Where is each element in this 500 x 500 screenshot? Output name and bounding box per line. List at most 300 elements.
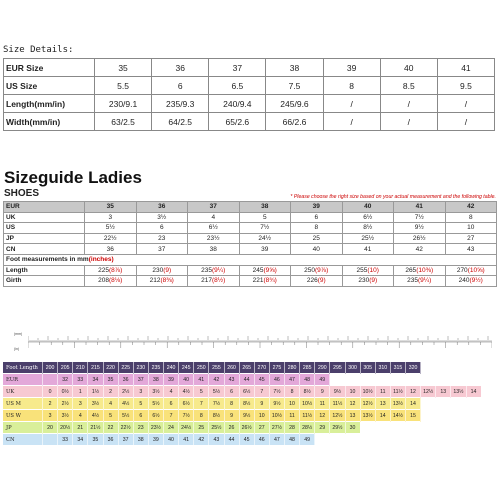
conversion-cell: 37 xyxy=(133,374,148,386)
conversion-cell: 27½ xyxy=(269,422,284,434)
ruler-mm-label: (mm) xyxy=(14,332,23,336)
row-label: US W xyxy=(3,410,43,422)
conversion-cell: 45 xyxy=(254,374,269,386)
size-cell: / xyxy=(380,95,437,113)
size-cell: 3½ xyxy=(136,212,188,223)
foot-cell xyxy=(394,276,446,287)
size-cell: 7½ xyxy=(394,212,446,223)
size-cell: 5½ xyxy=(85,223,137,234)
ruler-graphic xyxy=(28,331,492,353)
conversion-cell: 3½ xyxy=(88,398,103,410)
size-cell: 6 xyxy=(291,212,343,223)
size-note: * Please choose the right size based on your actual measurement and the following table. xyxy=(290,194,496,200)
row-label: EUR xyxy=(3,374,43,386)
conversion-cell: 210 xyxy=(73,362,88,374)
empty-cell xyxy=(421,398,436,410)
row-label: Foot Length xyxy=(3,362,43,374)
conversion-cell: 30 xyxy=(345,422,360,434)
mm-value: 240 xyxy=(458,277,470,285)
size-cell: 40 xyxy=(342,202,394,213)
conversion-cell: 3½ xyxy=(148,386,163,398)
size-cell: 40 xyxy=(380,59,437,77)
conversion-cell: 48 xyxy=(300,374,315,386)
conversion-cell: 11½ xyxy=(390,386,405,398)
conversion-cell: 6½ xyxy=(179,398,194,410)
empty-cell xyxy=(436,374,451,386)
conversion-cell: 6 xyxy=(224,386,239,398)
conversion-cell: 29½ xyxy=(330,422,345,434)
conversion-cell: 6 xyxy=(164,398,179,410)
conversion-cell: 33 xyxy=(58,434,73,446)
size-conversion-table xyxy=(3,362,497,445)
conversion-cell: 8 xyxy=(224,398,239,410)
conversion-cell: 23½ xyxy=(148,422,163,434)
empty-cell xyxy=(451,398,466,410)
size-row xyxy=(4,202,497,213)
empty-cell xyxy=(436,398,451,410)
conversion-cell: 200 xyxy=(43,362,58,374)
inch-value: (9¼) xyxy=(211,266,226,274)
conversion-cell: 10 xyxy=(285,398,300,410)
size-cell: 27 xyxy=(445,233,497,244)
conversion-cell: 0½ xyxy=(58,386,73,398)
conversion-cell: 46 xyxy=(269,374,284,386)
size-cell: 5.5 xyxy=(95,77,152,95)
conversion-cell: 235 xyxy=(148,362,163,374)
conversion-cell: 3 xyxy=(133,386,148,398)
conversion-cell: 38 xyxy=(133,434,148,446)
empty-cell xyxy=(451,374,466,386)
size-cell: 8 xyxy=(445,212,497,223)
mm-value: 235 xyxy=(201,266,212,274)
foot-cell xyxy=(85,265,137,276)
size-cell: 9.5 xyxy=(437,77,494,95)
foot-cell xyxy=(239,276,291,287)
ruler-in-label: (in) xyxy=(14,347,20,351)
size-cell: 5 xyxy=(239,212,291,223)
conversion-cell: 7 xyxy=(254,386,269,398)
empty-cell xyxy=(466,434,481,446)
spacer-cell xyxy=(43,434,58,446)
empty-cell xyxy=(421,374,436,386)
shoes-subtitle: SHOES xyxy=(4,188,40,199)
conversion-cell: 33 xyxy=(73,374,88,386)
conversion-cell: 225 xyxy=(118,362,133,374)
size-cell: 6½ xyxy=(342,212,394,223)
empty-cell xyxy=(315,434,330,446)
conversion-cell: 21 xyxy=(73,422,88,434)
empty-cell xyxy=(406,374,421,386)
inch-value: (9) xyxy=(317,277,326,285)
size-cell: 36 xyxy=(152,59,209,77)
conversion-cell: 22 xyxy=(103,422,118,434)
foot-cell xyxy=(291,265,343,276)
empty-cell xyxy=(451,434,466,446)
size-row xyxy=(4,113,495,131)
conversion-cell: 49 xyxy=(315,374,330,386)
foot-cell xyxy=(188,265,240,276)
conversion-cell: 270 xyxy=(254,362,269,374)
empty-cell xyxy=(436,362,451,374)
empty-cell xyxy=(375,374,390,386)
row-label: CN xyxy=(3,434,43,446)
row-label: EUR Size xyxy=(4,59,95,77)
row-label: EUR xyxy=(4,202,85,213)
conversion-row xyxy=(3,386,497,398)
row-label: JP xyxy=(4,233,85,244)
conversion-cell: 215 xyxy=(88,362,103,374)
conversion-cell: 5 xyxy=(103,410,118,422)
foot-row xyxy=(4,276,497,287)
ladies-size-table xyxy=(3,201,497,287)
size-row xyxy=(4,244,497,255)
empty-cell xyxy=(406,434,421,446)
mm-value: 265 xyxy=(405,266,417,274)
conversion-cell: 15 xyxy=(406,410,421,422)
size-cell: 4 xyxy=(188,212,240,223)
conversion-cell: 11 xyxy=(285,410,300,422)
size-cell: 7.5 xyxy=(266,77,323,95)
conversion-cell: 230 xyxy=(133,362,148,374)
mm-value: 235 xyxy=(407,277,418,285)
conversion-cell: 13 xyxy=(436,386,451,398)
size-row xyxy=(4,233,497,244)
row-label: Girth xyxy=(4,276,85,287)
size-cell: 230/9.1 xyxy=(95,95,152,113)
conversion-cell: 28½ xyxy=(300,422,315,434)
conversion-cell: 2 xyxy=(103,386,118,398)
conversion-cell: 295 xyxy=(330,362,345,374)
empty-cell xyxy=(466,398,481,410)
conversion-cell: 9½ xyxy=(269,398,284,410)
conversion-cell: 9 xyxy=(254,398,269,410)
conversion-cell: 9 xyxy=(224,410,239,422)
row-label: Length xyxy=(4,265,85,276)
conversion-cell: 39 xyxy=(164,374,179,386)
empty-cell xyxy=(451,422,466,434)
conversion-cell: 14 xyxy=(406,398,421,410)
conversion-cell: 35 xyxy=(88,434,103,446)
conversion-cell: 48 xyxy=(285,434,300,446)
size-row xyxy=(4,212,497,223)
size-cell: 41 xyxy=(437,59,494,77)
empty-cell xyxy=(466,374,481,386)
size-cell: 66/2.6 xyxy=(266,113,323,131)
inch-value: (9⅝) xyxy=(263,266,277,274)
size-cell: 37 xyxy=(188,202,240,213)
conversion-cell: 13½ xyxy=(390,398,405,410)
size-cell: 8.5 xyxy=(380,77,437,95)
conversion-cell: 23 xyxy=(133,422,148,434)
conversion-cell: 14 xyxy=(375,410,390,422)
conversion-cell: 46 xyxy=(254,434,269,446)
conversion-cell: 4½ xyxy=(88,410,103,422)
conversion-cell: 290 xyxy=(315,362,330,374)
conversion-cell: 25 xyxy=(194,422,209,434)
conversion-cell: 275 xyxy=(269,362,284,374)
conversion-cell: 315 xyxy=(390,362,405,374)
conversion-cell: 11½ xyxy=(300,410,315,422)
size-row xyxy=(4,59,495,77)
conversion-cell: 7½ xyxy=(179,410,194,422)
conversion-cell: 42 xyxy=(209,374,224,386)
size-cell: 8 xyxy=(323,77,380,95)
conversion-row xyxy=(3,374,497,386)
conversion-cell: 205 xyxy=(58,362,73,374)
conversion-cell: 8½ xyxy=(300,386,315,398)
inch-value: (8⅜) xyxy=(160,277,174,285)
conversion-cell: 13 xyxy=(375,398,390,410)
conversion-cell: 5½ xyxy=(118,410,133,422)
size-cell: / xyxy=(437,95,494,113)
foot-cell xyxy=(445,265,497,276)
conversion-cell: 12½ xyxy=(421,386,436,398)
size-details-title: Size Details: xyxy=(3,45,74,55)
conversion-cell: 7½ xyxy=(209,398,224,410)
empty-cell xyxy=(436,422,451,434)
conversion-cell: 12½ xyxy=(360,398,375,410)
size-cell: 38 xyxy=(239,202,291,213)
mm-value: 245 xyxy=(252,266,264,274)
empty-cell xyxy=(481,374,496,386)
empty-cell xyxy=(421,422,436,434)
size-cell: / xyxy=(323,95,380,113)
conversion-cell: 9½ xyxy=(330,386,345,398)
empty-cell xyxy=(481,422,496,434)
conversion-cell: 13 xyxy=(345,410,360,422)
conversion-cell: 245 xyxy=(179,362,194,374)
size-cell: 3 xyxy=(85,212,137,223)
conversion-cell: 44 xyxy=(224,434,239,446)
empty-cell xyxy=(406,422,421,434)
size-cell: 38 xyxy=(188,244,240,255)
conversion-cell: 8½ xyxy=(209,410,224,422)
empty-cell xyxy=(390,434,405,446)
conversion-cell: 36 xyxy=(103,434,118,446)
empty-cell xyxy=(481,386,496,398)
foot-cell xyxy=(394,265,446,276)
conversion-cell: 47 xyxy=(285,374,300,386)
size-details-table xyxy=(3,58,495,131)
mm-value: 226 xyxy=(306,277,318,285)
foot-cell xyxy=(291,276,343,287)
inch-value: (10) xyxy=(367,266,379,274)
empty-cell xyxy=(360,374,375,386)
conversion-cell: 43 xyxy=(209,434,224,446)
conversion-cell: 2 xyxy=(43,398,58,410)
inch-value: (9) xyxy=(163,266,172,274)
conversion-cell: 220 xyxy=(103,362,118,374)
empty-cell xyxy=(436,434,451,446)
conversion-row xyxy=(3,434,497,446)
size-cell: 245/9.6 xyxy=(266,95,323,113)
empty-cell xyxy=(421,362,436,374)
conversion-cell: 3 xyxy=(73,398,88,410)
empty-cell xyxy=(390,422,405,434)
foot-row xyxy=(4,265,497,276)
conversion-cell: 7 xyxy=(164,410,179,422)
inch-value: (8½) xyxy=(211,277,226,285)
mm-value: 230 xyxy=(152,266,164,274)
empty-cell xyxy=(481,410,496,422)
foot-cell xyxy=(136,265,188,276)
inch-value: (8¾) xyxy=(263,277,277,285)
conversion-cell: 34 xyxy=(88,374,103,386)
conversion-cell: 32 xyxy=(58,374,73,386)
conversion-cell: 8½ xyxy=(239,398,254,410)
conversion-cell: 4 xyxy=(73,410,88,422)
mm-value: 221 xyxy=(252,277,264,285)
size-cell: 43 xyxy=(445,244,497,255)
size-cell: 23 xyxy=(136,233,188,244)
conversion-cell: 11 xyxy=(315,398,330,410)
conversion-cell: 255 xyxy=(209,362,224,374)
empty-cell xyxy=(375,434,390,446)
size-cell: 37 xyxy=(136,244,188,255)
size-cell: 64/2.5 xyxy=(152,113,209,131)
conversion-cell: 5 xyxy=(194,386,209,398)
conversion-cell: 26 xyxy=(224,422,239,434)
empty-cell xyxy=(466,410,481,422)
size-cell: 38 xyxy=(266,59,323,77)
empty-cell xyxy=(330,434,345,446)
row-label: US M xyxy=(3,398,43,410)
size-cell: 35 xyxy=(95,59,152,77)
row-label: UK xyxy=(3,386,43,398)
conversion-cell: 5 xyxy=(133,398,148,410)
size-cell: 42 xyxy=(445,202,497,213)
conversion-cell: 29 xyxy=(315,422,330,434)
conversion-cell: 12 xyxy=(345,398,360,410)
empty-cell xyxy=(466,362,481,374)
size-cell: 65/2.6 xyxy=(209,113,266,131)
sizeguide-title: Sizeguide Ladies xyxy=(4,168,142,187)
size-cell: 24½ xyxy=(239,233,291,244)
conversion-cell: 1 xyxy=(73,386,88,398)
conversion-cell: 37 xyxy=(118,434,133,446)
conversion-cell: 5½ xyxy=(209,386,224,398)
empty-cell xyxy=(375,422,390,434)
empty-cell xyxy=(481,434,496,446)
mm-value: 208 xyxy=(98,277,109,285)
conversion-cell: 34 xyxy=(73,434,88,446)
foot-cell xyxy=(239,265,291,276)
size-cell: 240/9.4 xyxy=(209,95,266,113)
conversion-cell: 41 xyxy=(194,374,209,386)
size-cell: 6½ xyxy=(188,223,240,234)
size-cell: 41 xyxy=(394,202,446,213)
foot-cell xyxy=(342,276,394,287)
empty-cell xyxy=(451,410,466,422)
conversion-cell: 5½ xyxy=(148,398,163,410)
size-row xyxy=(4,223,497,234)
size-cell: 63/2.5 xyxy=(95,113,152,131)
conversion-cell: 6 xyxy=(133,410,148,422)
conversion-cell: 21½ xyxy=(88,422,103,434)
conversion-cell: 24 xyxy=(164,422,179,434)
empty-cell xyxy=(360,422,375,434)
foot-cell xyxy=(188,276,240,287)
conversion-cell: 4 xyxy=(103,398,118,410)
conversion-row xyxy=(3,398,497,410)
size-cell: 40 xyxy=(291,244,343,255)
conversion-cell: 7 xyxy=(194,398,209,410)
empty-cell xyxy=(451,362,466,374)
conversion-cell: 40 xyxy=(179,374,194,386)
conversion-cell: 300 xyxy=(345,362,360,374)
conversion-cell: 12 xyxy=(315,410,330,422)
conversion-cell: 35 xyxy=(103,374,118,386)
mm-value: 212 xyxy=(149,277,161,285)
size-cell: 39 xyxy=(239,244,291,255)
conversion-cell: 41 xyxy=(179,434,194,446)
foot-measurements-header xyxy=(4,254,497,265)
conversion-cell: 240 xyxy=(164,362,179,374)
size-cell: 37 xyxy=(209,59,266,77)
empty-cell xyxy=(481,362,496,374)
conversion-cell: 49 xyxy=(300,434,315,446)
row-label: Width(mm/in) xyxy=(4,113,95,131)
empty-cell xyxy=(421,410,436,422)
size-cell: / xyxy=(437,113,494,131)
conversion-cell: 13½ xyxy=(360,410,375,422)
row-label: JP xyxy=(3,422,43,434)
conversion-cell: 14 xyxy=(466,386,481,398)
inch-value: (9⅞) xyxy=(314,266,329,274)
conversion-cell: 10½ xyxy=(300,398,315,410)
conversion-cell: 10 xyxy=(345,386,360,398)
empty-cell xyxy=(436,410,451,422)
conversion-cell: 43 xyxy=(224,374,239,386)
conversion-cell: 26½ xyxy=(239,422,254,434)
size-cell: 6.5 xyxy=(209,77,266,95)
size-cell: 6 xyxy=(152,77,209,95)
row-label: UK xyxy=(4,212,85,223)
inch-value: (9½) xyxy=(469,277,483,285)
size-row xyxy=(4,95,495,113)
size-cell: 23½ xyxy=(188,233,240,244)
empty-cell xyxy=(421,434,436,446)
conversion-cell: 3 xyxy=(43,410,58,422)
row-label: CN xyxy=(4,244,85,255)
mm-value: 225 xyxy=(98,266,109,274)
conversion-cell: 11 xyxy=(375,386,390,398)
size-row xyxy=(4,77,495,95)
empty-cell xyxy=(390,374,405,386)
conversion-cell: 7½ xyxy=(269,386,284,398)
conversion-cell: 2½ xyxy=(118,386,133,398)
row-label: US Size xyxy=(4,77,95,95)
conversion-cell: 47 xyxy=(269,434,284,446)
conversion-cell: 8 xyxy=(285,386,300,398)
conversion-cell: 12½ xyxy=(330,410,345,422)
conversion-cell: 27 xyxy=(254,422,269,434)
size-cell: 235/9.3 xyxy=(152,95,209,113)
conversion-cell: 39 xyxy=(148,434,163,446)
size-cell: 10 xyxy=(445,223,497,234)
conversion-cell: 10½ xyxy=(269,410,284,422)
size-cell: 8½ xyxy=(342,223,394,234)
mm-value: 230 xyxy=(358,277,370,285)
conversion-cell: 42 xyxy=(194,434,209,446)
conversion-cell: 265 xyxy=(239,362,254,374)
row-label: Length(mm/in) xyxy=(4,95,95,113)
mm-value: 270 xyxy=(456,266,468,274)
inch-value: (8⅛) xyxy=(108,277,123,285)
conversion-cell: 2½ xyxy=(58,398,73,410)
foot-cell xyxy=(85,276,137,287)
empty-cell xyxy=(466,422,481,434)
